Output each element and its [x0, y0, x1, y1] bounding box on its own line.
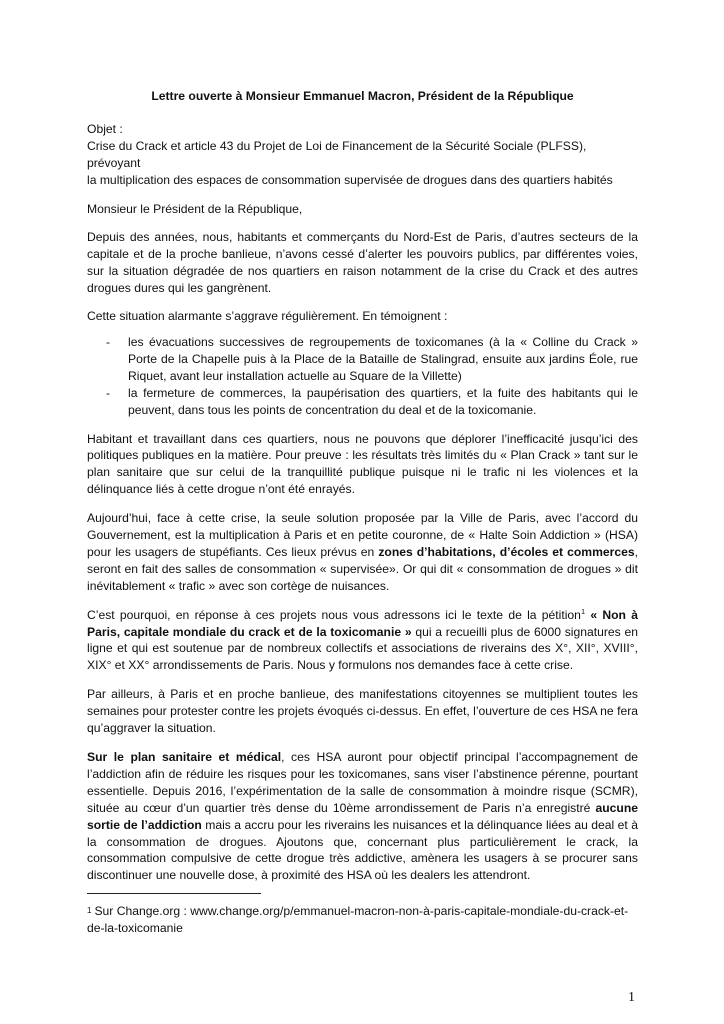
paragraph-1: Depuis des années, nous, habitants et commerçants du Nord-Est de Paris, d’autres secteurs de la capitale et de la proche banlieue, n’avons cessé d’alerter les pouvoirs publics, par différentes voies, sur la situation dégradée de nos quartiers en raison notamment de la crise du Crack et des autres drogues dures qui les gangrènent. — [87, 230, 638, 296]
objet-line-1: Crise du Crack et article 43 du Projet de Loi de Financement de la Sécurité Sociale (PLFSS), prévoyant — [87, 138, 587, 170]
letter-title: Lettre ouverte à Monsieur Emmanuel Macron, Président de la République — [151, 89, 574, 103]
list-item-text: la fermeture de commerces, la paupérisation des quartiers, et la fuite des habitants qui le peuvent, dans tous les points de concentration du deal et de la toxicomanie. — [128, 385, 638, 417]
footnote-divider — [87, 893, 261, 894]
objet-block — [87, 121, 638, 189]
objet-label: Objet : — [87, 121, 123, 136]
paragraph-6: Par ailleurs, à Paris et en proche banlieue, des manifestations citoyennes se multiplient toutes les semaines pour protester contre les projets évoqués ci-dessus. En effet, l’ouverture de ces HSA ne fera qu’aggraver la situation. — [87, 687, 638, 736]
paragraph-5-text-c: qui a recueilli plus de 6000 signatures en ligne et qui est soutenue par de nombreux collectifs et associations de riverains des X°, XII°, XVIII°, XIX° et XX° arrondissements de Paris. Nous y formulons nos demandes face à cette crise. — [87, 624, 638, 673]
paragraph-7-text-d: mais a accru pour les riverains les nuisances et la délinquance liées au deal et à la consommation de drogues. Ajoutons que, concernant plus particulièrement le crack, la consommation compulsive de cette drogue très addictive, amènera les usagers à se procurer sans discontinuer une nouvelle dose, à proximité des HSA où les dealers les attendront. — [87, 817, 638, 883]
paragraph-4-text-c: , seront en fait des salles de consommation « supervisée». Or qui dit « consommation de drogues » dit inévitablement « trafic » avec son cortège de nuisances. — [87, 544, 638, 593]
paragraph-5 — [87, 607, 638, 675]
bullet-list — [87, 334, 638, 419]
footnote-text: Sur Change.org : www.change.org/p/emmanuel-macron-non-à-paris-capitale-mondiale-du-crack-et-de-la-toxicomanie — [87, 904, 629, 935]
list-item-text: les évacuations successives de regroupements de toxicomanes (à la « Colline du Crack » Porte de la Chapelle puis à la Place de la Bataille de Stalingrad, ensuite aux jardins Éole, rue Riquet, avant leur installation actuelle au Square de la Villette) — [128, 334, 638, 383]
paragraph-2: Cette situation alarmante s’aggrave régulièrement. En témoignent : — [87, 309, 448, 324]
paragraph-4 — [87, 510, 638, 595]
paragraph-3: Habitant et travaillant dans ces quartiers, nous ne pouvons que déplorer l’inefficacité jusqu’ici des politiques publiques en la matière. Pour preuve : les résultats très limités du « Plan Crack » tant sur le plan sanitaire que sur celui de la tranquillité publique puisque ni le trafic ni les violences et la délinquance liés à cette drogue n’ont été enrayés. — [87, 431, 638, 497]
bullet-dash: - — [106, 385, 111, 400]
objet-line-2: la multiplication des espaces de consommation supervisée de drogues dans des quartiers habités — [87, 172, 613, 187]
list-item — [87, 334, 638, 385]
paragraph-7-bold-emphasis: aucune sortie de l’addiction — [87, 800, 638, 832]
petition-title: « Non à Paris, capitale mondiale du crack et de la toxicomanie » — [87, 607, 638, 639]
paragraph-7-bold-heading: Sur le plan sanitaire et médical — [87, 750, 282, 764]
paragraph-5-text-a: C’est pourquoi, en réponse à ces projets nous vous adressons ici le texte de la pétition — [87, 607, 581, 622]
bullet-dash: - — [106, 334, 111, 349]
paragraph-4-text-a: Aujourd’hui, face à cette crise, la seule solution proposée par la Ville de Paris, avec l’accord du Gouvernement, est la multiplication à Paris et en petite couronne, de « Halte Soin Addiction » (HSA) pour les usagers de stupéfiants. Ces lieux prévus en — [87, 511, 638, 559]
footnote — [87, 902, 638, 937]
paragraph-7-text-b: , ces HSA auront pour objectif principal l’accompagnement de l’addiction afin de réduire les risques pour les toxicomanes, sans viser l’abstinence pérenne, pourtant essentielle. Depuis 2016, l’expérimentation de la salle de consommation à moindre risque (SCMR), située au cœur d’un quartier très dense du 10ème arrondissement de Paris n’a enregistré — [87, 750, 638, 815]
salutation: Monsieur le Président de la République, — [87, 201, 303, 216]
paragraph-4-bold: zones d’habitations, d’écoles et commerces — [378, 544, 635, 559]
footnote-number: 1 — [87, 906, 92, 915]
footnote-reference: 1 — [580, 606, 586, 616]
list-item — [87, 385, 638, 419]
paragraph-7 — [87, 749, 638, 884]
letter-body — [87, 88, 638, 894]
page-number: 1 — [628, 990, 635, 1005]
